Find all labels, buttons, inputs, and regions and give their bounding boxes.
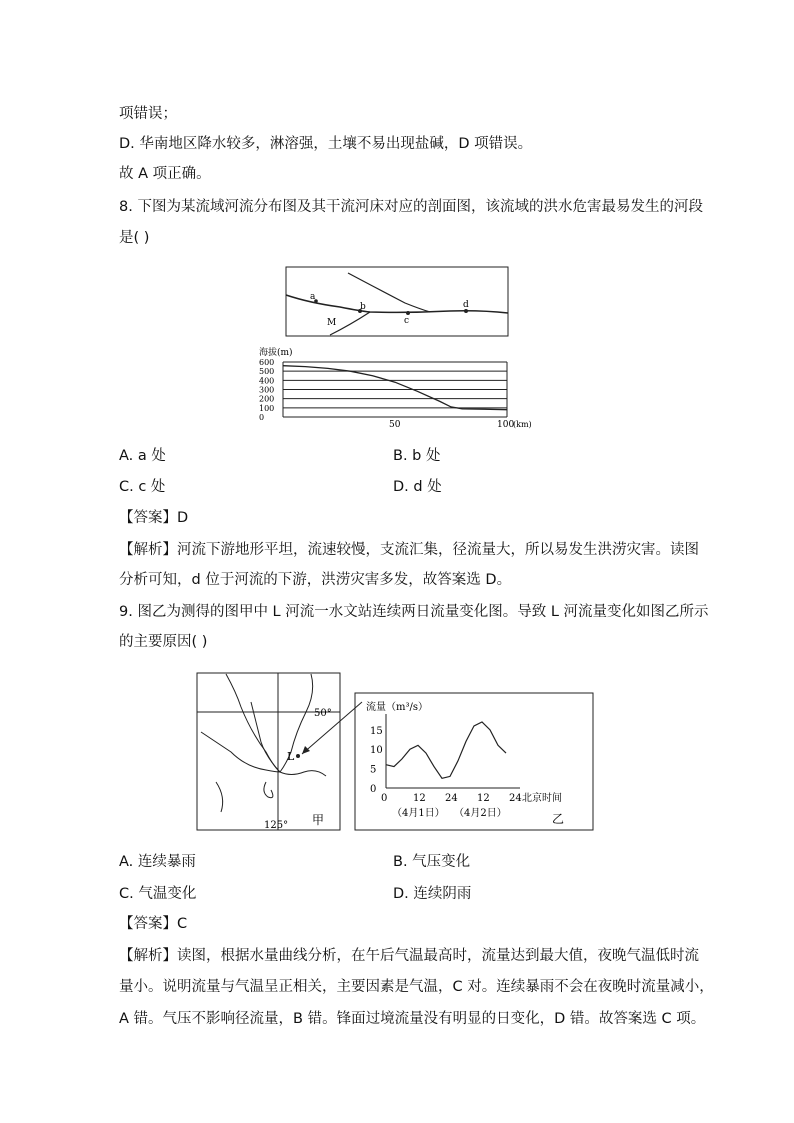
- graph-caption: 乙: [552, 812, 565, 826]
- profile-y-axis-label: 海拔(m): [259, 348, 293, 358]
- profile-y-tick: 100: [259, 403, 275, 413]
- profile-y-tick: 600: [259, 358, 275, 367]
- option-b: B. 气压变化: [393, 854, 471, 870]
- analysis-8: 【解析】河流下游地形平坦，流速较慢，支流汇集，径流量大，所以易发生洪涝灾害。读图: [119, 542, 699, 558]
- text-line: 项错误；: [119, 106, 177, 122]
- option-d: D. 连续阴雨: [393, 886, 472, 902]
- question-9-stem: 9. 图乙为测得的图甲中 L 河流一水文站连续两日流量变化图。导致 L 河流量变化如图乙所示: [119, 604, 709, 620]
- option-b: B. b 处: [393, 448, 441, 464]
- question-8-stem: 8. 下图为某流域河流分布图及其干流河床对应的剖面图，该流域的洪水危害最易发生的河段: [119, 199, 703, 215]
- profile-y-tick: 200: [259, 394, 275, 404]
- flow-x-tick: 24: [509, 793, 522, 804]
- map-caption: 甲: [312, 813, 325, 827]
- point-a-label: a: [310, 292, 316, 302]
- option-c: C. 气温变化: [119, 886, 197, 902]
- analysis-9: A 错。气压不影响径流量，B 错。锋面过境流量没有明显的日变化，D 错。故答案选 C 项。: [119, 1011, 706, 1027]
- point-d-label: d: [463, 300, 469, 310]
- flow-x-tick: 0: [381, 793, 388, 804]
- flow-x-tick: 12: [477, 793, 490, 804]
- point-c-label: c: [404, 316, 410, 326]
- flow-y-tick: 5: [370, 764, 377, 776]
- riverbed-profile-chart: [255, 345, 535, 433]
- profile-line: [283, 366, 507, 410]
- answer-8: 【答案】D: [119, 510, 189, 526]
- flow-y-axis-label: 流量（m³/s）: [366, 702, 428, 713]
- flow-y-tick: 0: [370, 784, 377, 795]
- flow-x-tick: 12: [413, 793, 426, 804]
- flow-x-tick: 24: [445, 793, 458, 804]
- analysis-8: 分析可知，d 位于河流的下游，洪涝灾害多发，故答案选 D。: [119, 572, 512, 588]
- question-9-stem: 的主要原因( ): [119, 634, 208, 650]
- profile-x-unit: (km): [513, 420, 532, 429]
- point-l-label: L: [287, 750, 295, 763]
- latitude-label: 50°: [314, 708, 332, 719]
- longitude-label: 125°: [264, 820, 289, 831]
- flow-graph-figure: [354, 692, 595, 832]
- option-c: C. c 处: [119, 479, 166, 495]
- option-d: D. d 处: [393, 479, 442, 495]
- answer-9: 【答案】C: [119, 916, 188, 932]
- date-label-day1: （4月1日）: [392, 808, 445, 819]
- option-a: A. a 处: [119, 448, 166, 464]
- question-8-stem: 是( ): [119, 230, 150, 246]
- profile-x-tick: 100: [497, 420, 515, 430]
- river-map-figure: [280, 265, 520, 340]
- tributary-m-label: M: [327, 318, 337, 328]
- flow-y-tick: 10: [370, 745, 383, 757]
- text-line: 故 A 项正确。: [119, 166, 211, 182]
- analysis-9: 【解析】读图，根据水量曲线分析，在午后气温最高时，流量达到最大值，夜晚气温低时流: [119, 948, 699, 964]
- profile-y-tick: 400: [259, 376, 275, 386]
- profile-y-tick: 300: [259, 385, 275, 395]
- profile-x-tick: 50: [389, 420, 401, 430]
- profile-y-tick: 0: [259, 413, 265, 422]
- point-b-label: b: [360, 302, 366, 312]
- date-label-day2: （4月2日）: [454, 808, 507, 819]
- flow-y-tick: 15: [370, 725, 383, 737]
- text-line: D. 华南地区降水较多，淋溶强，土壤不易出现盐碱，D 项错误。: [119, 136, 533, 152]
- profile-y-tick: 500: [259, 367, 275, 377]
- option-a: A. 连续暴雨: [119, 854, 196, 870]
- analysis-9: 量小。说明流量与气温呈正相关，主要因素是气温，C 对。连续暴雨不会在夜晚时流量减小，: [119, 979, 714, 995]
- flow-x-unit: 北京时间: [522, 793, 562, 804]
- flow-series-line: [386, 722, 506, 778]
